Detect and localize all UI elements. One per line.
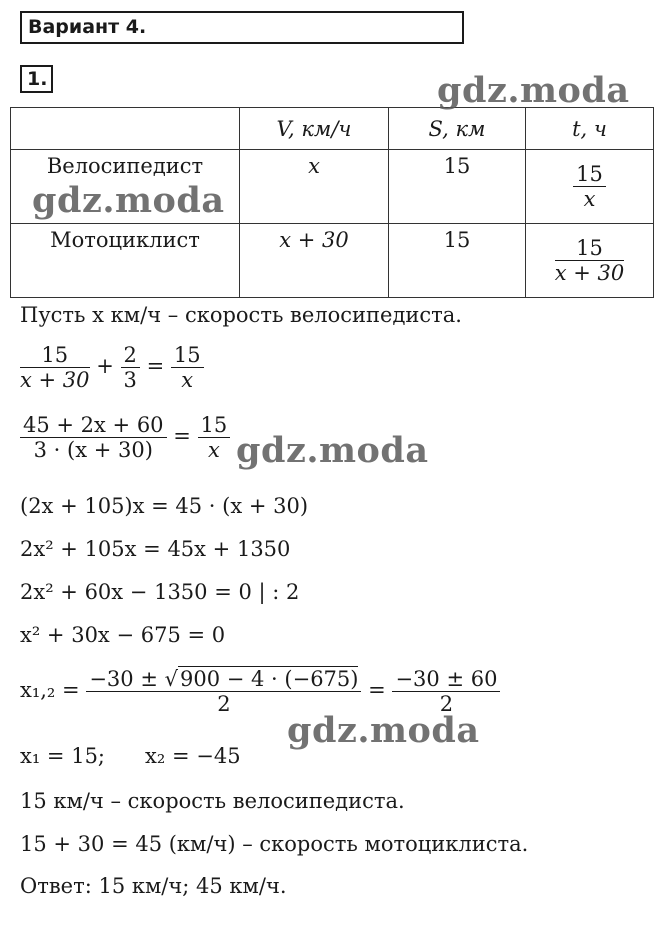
problem-number: 1. <box>20 65 53 93</box>
fraction-denominator: x <box>181 368 194 393</box>
conclusion-1: 15 км/ч – скорость велосипедиста. <box>20 789 405 813</box>
time-fraction <box>555 236 625 285</box>
time-fraction <box>573 162 606 211</box>
fraction <box>171 343 204 392</box>
fraction-denominator: 3 <box>123 368 137 393</box>
row-speed: x + 30 <box>240 224 389 298</box>
fraction-numerator: 15 <box>20 343 90 368</box>
fraction <box>198 413 231 462</box>
equation-5: 2x² + 60x − 1350 = 0 | : 2 <box>20 580 300 604</box>
fraction <box>20 413 167 462</box>
row-label: Мотоциклист <box>11 224 240 298</box>
roots-values: x₁ = 15; x₂ = −45 <box>20 744 241 768</box>
fraction-denominator: x + 30 <box>554 261 625 285</box>
row-speed: x <box>240 150 389 224</box>
fraction-numerator <box>86 667 361 692</box>
watermark: gdz.moda <box>287 710 480 751</box>
numerator-prefix: −30 ± <box>89 667 165 691</box>
table-header-speed: V, км/ч <box>240 108 389 150</box>
roots-formula <box>20 667 500 716</box>
equals-sign: = <box>173 424 191 449</box>
row-time <box>526 224 654 298</box>
row-distance: 15 <box>389 224 526 298</box>
fraction-denominator: x + 30 <box>20 368 90 393</box>
table-header-time: t, ч <box>526 108 654 150</box>
row-time <box>526 150 654 224</box>
variant-title: Вариант 4. <box>20 11 464 44</box>
table-row <box>11 224 654 298</box>
fraction <box>121 343 140 392</box>
fraction <box>86 667 361 716</box>
roots-lhs: x₁,₂ = <box>20 678 80 703</box>
watermark: gdz.moda <box>236 430 429 471</box>
conclusion-2: 15 + 30 = 45 (км/ч) – скорость мотоциклиста. <box>20 832 529 856</box>
equation-2 <box>20 413 230 462</box>
table-header-empty <box>11 108 240 150</box>
equals-sign: = <box>146 354 165 379</box>
equation-1 <box>20 343 204 392</box>
equation-6: x² + 30x − 675 = 0 <box>20 623 226 647</box>
equation-3: (2x + 105)x = 45 · (x + 30) <box>20 494 309 518</box>
fraction-numerator: −30 ± 60 <box>392 667 500 692</box>
row-distance: 15 <box>389 150 526 224</box>
equation-4: 2x² + 105x = 45x + 1350 <box>20 537 291 561</box>
fraction-denominator: x <box>583 187 596 211</box>
fraction-denominator: x <box>207 438 220 463</box>
row-label: Велосипедист <box>11 150 240 224</box>
fraction <box>20 343 90 392</box>
fraction-numerator: 15 <box>555 236 625 261</box>
fraction-numerator: 15 <box>171 343 204 368</box>
sqrt-icon: √ <box>164 667 178 691</box>
fraction-numerator: 45 + 2x + 60 <box>20 413 167 438</box>
fraction-numerator: 2 <box>121 343 140 368</box>
fraction-numerator: 15 <box>573 162 606 187</box>
watermark: gdz.moda <box>437 70 630 111</box>
fraction <box>392 667 500 716</box>
solution-intro: Пусть x км/ч – скорость велосипедиста. <box>20 303 462 327</box>
answer: Ответ: 15 км/ч; 45 км/ч. <box>20 874 287 898</box>
fraction-denominator: 3 · (x + 30) <box>33 438 153 463</box>
table-header-distance: S, км <box>389 108 526 150</box>
fraction-numerator: 15 <box>198 413 231 438</box>
watermark: gdz.moda <box>32 180 225 221</box>
plus-sign: + <box>96 354 114 379</box>
fraction-denominator: 2 <box>217 692 231 717</box>
fraction-denominator: 2 <box>439 692 454 717</box>
equals-sign: = <box>368 678 386 703</box>
radicand: 900 − 4 · (−675) <box>179 667 359 691</box>
